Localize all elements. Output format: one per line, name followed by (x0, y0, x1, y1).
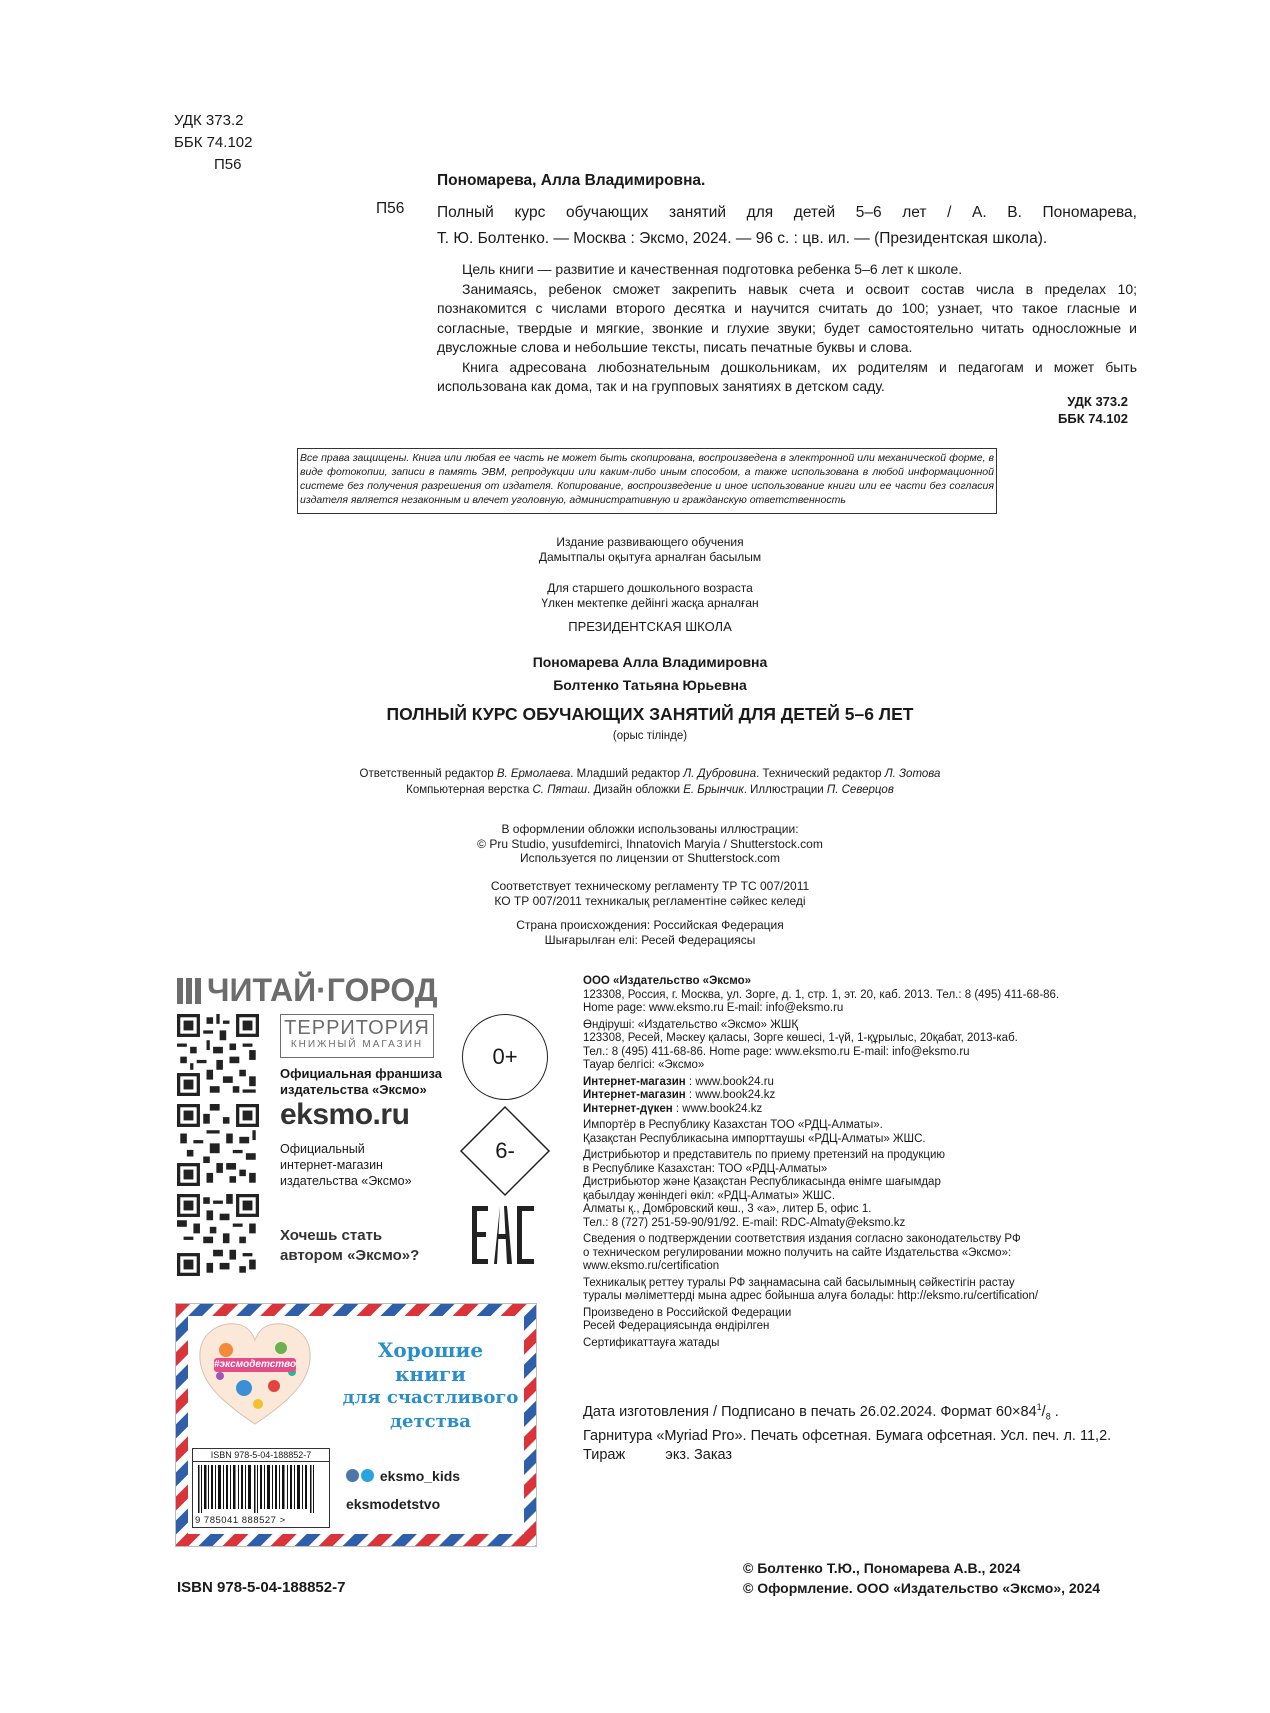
postcard-title-line: для счастливого (342, 1387, 519, 1408)
eac-mark (470, 1204, 536, 1271)
online-shops (583, 1076, 1143, 1117)
cover-credits-line: Используется по лицензии от Shutterstock.com (520, 851, 780, 865)
qr-code-icon[interactable] (177, 1194, 259, 1276)
bibliography-record (437, 200, 1137, 252)
role-label: . Иллюстрации (743, 784, 827, 796)
udk-code: УДК 373.2 (174, 112, 244, 129)
social-link-site[interactable] (346, 1490, 460, 1518)
become-author-line: автором «Эксмо»? (280, 1247, 420, 1264)
vk-icon (346, 1469, 359, 1482)
heart-hashtag: #эксмодетство (214, 1359, 297, 1370)
chitai-gorod-logo (177, 972, 438, 1009)
series-name: ПРЕЗИДЕНТСКАЯ ШКОЛА (568, 619, 732, 634)
tech-regulation-ru: Соответствует техническому регламенту ТР ТС 007/2011 (490, 879, 810, 893)
role-name: П. Северцов (826, 784, 894, 796)
social-link-vk[interactable] (346, 1462, 460, 1490)
publisher-ru (583, 975, 1143, 1016)
print-date-format: Дата изготовления / Подписано в печать 26.02.2024. Формат 60×84 (583, 1403, 1037, 1420)
isbn-number: ISBN 978-5-04-188852-7 (177, 1579, 346, 1596)
online-shop-label: Интернет-магазин (583, 1089, 686, 1101)
print-data-punct: . (1050, 1403, 1059, 1420)
format-fraction-denominator: 8 (1045, 1411, 1051, 1422)
barcode-isbn-label: ISBN 978-5-04-188852-7 (193, 1449, 329, 1462)
edition-type (300, 535, 1000, 564)
made-in-line: Ресей Федерациясында өндірілген (583, 1320, 770, 1332)
social-links (346, 1462, 460, 1518)
distributor-line: Алматы қ., Домбровский көш., 3 «а», литер Б, офис 1. (583, 1203, 872, 1215)
online-shop-label: Интернет-магазин (583, 1075, 686, 1088)
importer (583, 1119, 1143, 1146)
certification-kz (583, 1277, 1143, 1304)
staff-row-2 (300, 782, 1000, 798)
role-label: . Технический редактор (756, 768, 885, 780)
certification-line: Сведения о подтверждении соответствия издания согласно законодательству РФ (583, 1233, 1021, 1245)
become-author-cta[interactable] (280, 1226, 419, 1266)
edition-type-kz: Дамытпалы оқытуға арналған басылым (538, 549, 762, 564)
copyright (743, 1558, 1100, 1598)
heart-illustration (196, 1320, 314, 1430)
print-data-line-3: Тираж экз. Заказ (583, 1446, 733, 1463)
publisher-info (583, 975, 1143, 1353)
distributor (583, 1149, 1143, 1230)
role-label: . Дизайн обложки (587, 784, 684, 796)
postcard-title-line: детства (390, 1411, 471, 1432)
annotation-p2: Занимаясь, ребенок сможет закрепить навык счета и освоит состав числа в пределах 10; познакомится с числами второго десятка и научится считать до 100; узнает, что такое гласные и согласные, твердые и мягкие, звонкие и глухие звуки; будет самостоятельно читать односложные и двусложные слова и небольшие тексты, писать печатные буквы и слова. (437, 280, 1137, 355)
certification-note: Сертификаттауға жатады (583, 1336, 720, 1349)
role-name: Л. Дубровина (683, 768, 757, 780)
online-shop-line[interactable] (583, 1076, 1143, 1090)
distributor-line: Дистрибьютор и представитель по приему претензий на продукцию (583, 1149, 945, 1161)
bibliography-author: Пономарева, Алла Владимировна. (437, 172, 706, 189)
bibliography-line-2: Т. Ю. Болтенко. — Москва : Эксмо, 2024. — 96 с. : цв. ил. — (Президентская школа). (437, 230, 1048, 247)
postcard-ad[interactable] (175, 1303, 537, 1547)
publisher-address: 123308, Россия, г. Москва, ул. Зорге, д. 1, стр. 1, эт. 20, каб. 2013. Тел.: 8 (495) 411-68-86. (583, 988, 1060, 1001)
author-2: Болтенко Татьяна Юрьевна (553, 677, 747, 693)
book-title: ПОЛНЫЙ КУРС ОБУЧАЮЩИХ ЗАНЯТИЙ ДЛЯ ДЕТЕЙ 5–6 ЛЕТ (386, 704, 914, 724)
postcard-title (338, 1338, 523, 1434)
online-shop-url[interactable]: : www.book24.kz (685, 1089, 776, 1101)
print-data-line-2: Гарнитура «Myriad Pro». Печать офсетная. Бумага офсетная. Усл. печ. л. 11,2. (583, 1427, 1112, 1444)
rights-notice: Все права защищены. Книга или любая ее часть не может быть скопирована, воспроизведена в электронной или механической форме, в виде фотокопии, записи в память ЭВМ, репродукции или каким-либо иным способом, а также использована в любой информационной системе без получения разрешения от издателя. Копирование, воспроизведение и иное использование книги или ее части без согласия издателя является незаконным и влечет уголовную, административную и гражданскую ответственность (297, 448, 997, 514)
role-label: . Младший редактор (570, 768, 684, 780)
copyright-authors: © Болтенко Т.Ю., Пономарева А.В., 2024 (743, 1560, 1021, 1576)
online-shop-label: Интернет-дүкен (583, 1102, 673, 1115)
barcode-number: 9 785041 888527 > (195, 1515, 286, 1526)
age-rating-diamond (459, 1105, 551, 1197)
bibliography-code: П56 (376, 200, 405, 217)
copyright-design: © Оформление. ООО «Издательство «Эксмо», 2024 (743, 1580, 1101, 1596)
role-name: Е. Брынчик (683, 784, 744, 796)
eksmo-site-logo: eksmo.ru (280, 1098, 410, 1131)
postcard-title-line: Хорошие (377, 1338, 484, 1362)
franchise-line: Официальная франшиза (280, 1066, 442, 1081)
role-name: С. Пяташ (532, 784, 588, 796)
staff-credits (300, 766, 1000, 798)
online-shop-url[interactable]: : www.book24.kz (672, 1102, 763, 1115)
role-label: Компьютерная верстка (406, 784, 533, 796)
publisher-kz (583, 1019, 1143, 1073)
eksmo-shop-line: интернет-магазин (280, 1158, 383, 1172)
postcard-title-line: книги (394, 1362, 466, 1386)
cover-credits (300, 822, 1000, 866)
territoria-subtitle: КНИЖНЫЙ МАГАЗИН (290, 1039, 424, 1050)
print-data-line-1: Дата изготовления / Подписано в печать 26.02.2024. Формат $60\times 84^1/_8$ . (583, 1402, 1059, 1422)
publisher-name: ООО «Издательство «Эксмо» (583, 975, 752, 987)
age-rating-kz: 6- (495, 1138, 515, 1163)
made-in (583, 1307, 1143, 1334)
book-language: (орыс тілінде) (612, 730, 688, 742)
eac-icon (470, 1204, 536, 1266)
udk-right-udk: УДК 373.2 (1067, 394, 1128, 409)
barcode-box (192, 1448, 330, 1528)
importer-line: Қазақстан Республикасына импорттаушы «РДЦ-Алматы» ЖШС. (583, 1132, 926, 1145)
territoria-logo (280, 1014, 434, 1058)
country-origin (300, 918, 1000, 947)
format-fraction-numerator: 1 (1036, 1402, 1042, 1412)
online-shop-line[interactable] (583, 1089, 1143, 1103)
postcard-body (188, 1316, 524, 1534)
author-mark: П56 (214, 156, 242, 173)
qr-code-icon[interactable] (177, 1014, 259, 1096)
edition-age-ru: Для старшего дошкольного возраста (547, 581, 753, 595)
age-rating-badge: 0+ (462, 1014, 548, 1100)
publisher-kz-line: 123308, Ресей, Мәскеу қаласы, Зорге көшесі, 1-үй, 1-құрылыс, 20қабат, 2013-каб. (583, 1032, 1018, 1044)
heart-icon (196, 1320, 314, 1430)
tech-regulation-kz: КО ТР 007/2011 техникалық регламентіне сәйкес келеді (494, 893, 806, 908)
publisher-kz-line: Өндіруші: «Издательство «Эксмо» ЖШҚ (583, 1018, 799, 1031)
made-in-line: Произведено в Российской Федерации (583, 1306, 792, 1319)
bbk-code: ББК 74.102 (174, 134, 253, 151)
certification (583, 1233, 1143, 1274)
distributor-line: қабылдау жөніндегі өкіл: «РДЦ-Алматы» ЖШС. (583, 1189, 836, 1202)
social-handle: eksmo_kids (379, 1468, 461, 1484)
bibliography-line-1: Полный курс обучающих занятий для детей 5–6 лет / А. В. Пономарева, (437, 204, 1137, 221)
social-handle: eksmodetstvo (346, 1496, 441, 1512)
online-shop-url[interactable]: : www.book24.ru (685, 1075, 774, 1088)
annotation-p1: Цель книги — развитие и качественная подготовка ребенка 5–6 лет к школе. (462, 261, 963, 277)
importer-line: Импортёр в Республику Казахстан ТОО «РДЦ-Алматы». (583, 1119, 883, 1131)
certification-link[interactable]: www.eksmo.ru/certification (583, 1260, 720, 1272)
franchise-note (280, 1066, 442, 1098)
udk-right-bbk: ББК 74.102 (1058, 411, 1128, 426)
role-label: Ответственный редактор (359, 768, 497, 780)
certification-line: о техническом регулировании можно получить на сайте Издательства «Эксмо»: (583, 1246, 1012, 1259)
author-1: Пономарева Алла Владимировна (532, 654, 768, 670)
staff-row-1 (300, 766, 1000, 782)
certification-kz-line: туралы мәліметтерді мына адрес бойынша алуға болады: http://eksmo.ru/certification/ (583, 1290, 1039, 1302)
cover-credits-line: © Pru Studio, yusufdemirci, Ihnatovich Maryia / Shutterstock.com (477, 836, 823, 851)
print-data (583, 1398, 1111, 1465)
udk-right (1040, 393, 1128, 427)
edition-age-kz: Үлкен мектепке дейінгі жасқа арналған (541, 595, 759, 610)
barcode-icon (196, 1465, 326, 1513)
become-author-line: Хочешь стать (280, 1227, 383, 1244)
chitai-gorod-bars-icon (177, 978, 201, 1004)
eksmo-shop-note (280, 1141, 412, 1189)
edition-type-ru: Издание развивающего обучения (556, 535, 744, 549)
distributor-line: Тел.: 8 (727) 251-59-90/91/92. E-mail: RDC-Almaty@eksmo.kz (583, 1216, 906, 1229)
edition-age (300, 581, 1000, 610)
franchise-line: издательства «Эксмо» (280, 1082, 427, 1097)
country-origin-kz: Шығарылған елі: Ресей Федерациясы (544, 932, 756, 947)
territoria-title: ТЕРРИТОРИЯ (284, 1017, 430, 1039)
certification-kz-line: Техникалық реттеу туралы РФ заңнамасына сай басылымның сәйкестігін растау (583, 1276, 1015, 1289)
annotation (437, 260, 1137, 397)
role-name: В. Ермолаева (496, 768, 571, 780)
qr-code-icon[interactable] (177, 1104, 259, 1186)
eksmo-shop-line: Официальный (280, 1142, 365, 1156)
publisher-web: Home page: www.eksmo.ru E-mail: info@eksmo.ru (583, 1002, 844, 1014)
country-origin-ru: Страна происхождения: Российская Федерация (516, 918, 784, 932)
distributor-line: Дистрибьютор және Қазақстан Республикасында өнімге шағымдар (583, 1176, 941, 1188)
annotation-p3: Книга адресована любознательным дошкольникам, их родителям и педагогам и может быть использована как дома, так и на групповых занятиях в детском саду. (437, 358, 1137, 394)
online-shop-line[interactable] (583, 1103, 1143, 1117)
eksmo-shop-line: издательства «Эксмо» (280, 1174, 412, 1188)
chitai-gorod-text: ЧИТАЙ·ГОРОД (207, 972, 438, 1008)
publisher-kz-line: Тел.: 8 (495) 411-68-86. Home page: www.eksmo.ru E-mail: info@eksmo.ru (583, 1045, 970, 1058)
role-name: Л. Зотова (884, 768, 941, 780)
authors (300, 651, 1000, 697)
udk-block (174, 110, 252, 176)
cover-credits-line: В оформлении обложки использованы иллюстрации: (501, 822, 799, 836)
distributor-line: в Республике Казахстан: ТОО «РДЦ-Алматы» (583, 1162, 828, 1175)
telegram-icon (361, 1469, 374, 1482)
tech-regulation (300, 879, 1000, 908)
publisher-kz-line: Тауар белгісі: «Эксмо» (583, 1059, 705, 1071)
